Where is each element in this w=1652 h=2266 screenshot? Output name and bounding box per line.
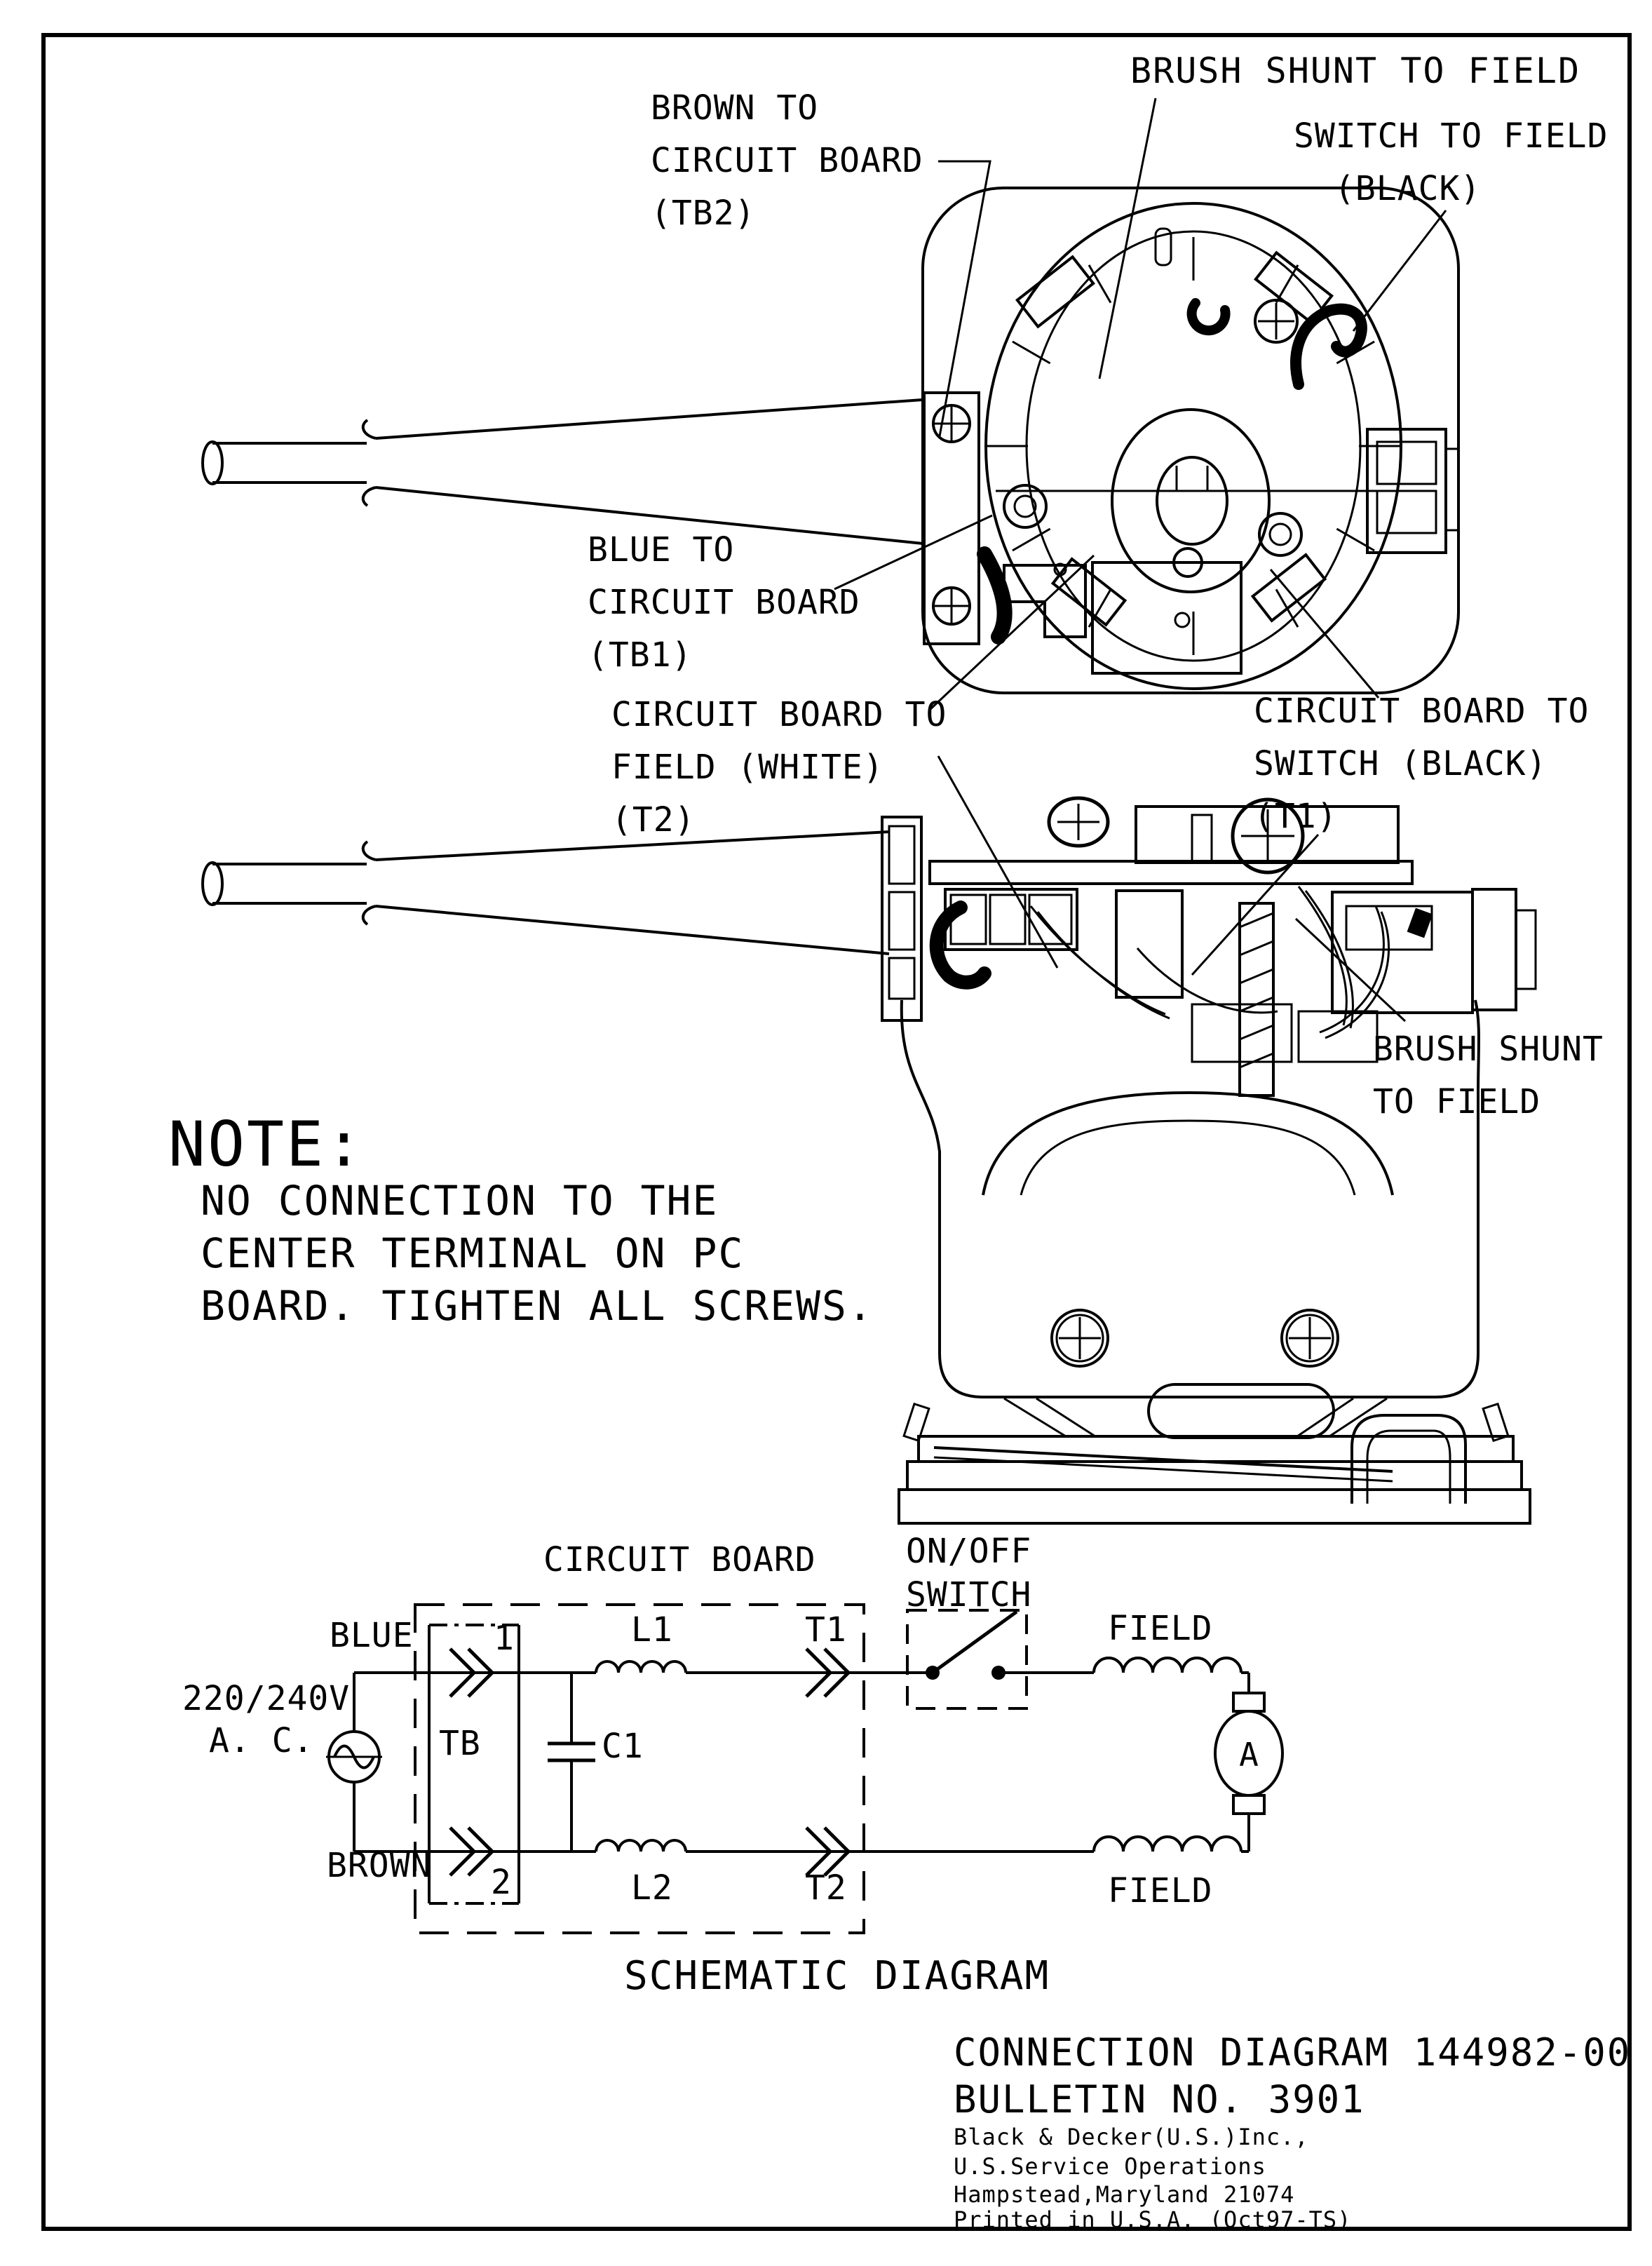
- cord-protector: [376, 400, 923, 544]
- power-cord: [212, 864, 367, 903]
- leader-brush-shunt-side: [1296, 919, 1405, 1021]
- on-off-switch-symbol: [907, 1610, 1027, 1708]
- label-switch-to-field: (BLACK): [1334, 169, 1482, 208]
- side-view-drawing: [203, 798, 1536, 1523]
- l1-label: L1: [631, 1610, 673, 1650]
- terminal-block-tb: [429, 1625, 519, 1903]
- handle-arch-outer: [983, 1093, 1393, 1195]
- brush-shunt-loop: [1192, 303, 1226, 330]
- wire-blue-label: BLUE: [330, 1616, 414, 1655]
- pc-board: [1092, 562, 1241, 673]
- label-cb-to-switch: (T1): [1254, 797, 1338, 836]
- label-cb-to-field: (T2): [611, 800, 696, 839]
- label-cb-to-field: CIRCUIT BOARD TO: [611, 695, 947, 734]
- t1-label: T1: [805, 1610, 847, 1650]
- phillips-screw: [1282, 1310, 1338, 1366]
- note-line: NO CONNECTION TO THE: [201, 1177, 719, 1225]
- l2-label: L2: [631, 1868, 673, 1908]
- tb-terminal-1: 1: [494, 1619, 515, 1658]
- label-blue-to-cb: (TB1): [588, 635, 693, 675]
- tb-label: TB: [439, 1724, 481, 1763]
- supply-voltage-label: 220/240V: [182, 1679, 351, 1718]
- sanding-base: [899, 1398, 1530, 1523]
- brush-cap-screw: [1259, 513, 1301, 555]
- tb-terminal-2: 2: [491, 1863, 512, 1902]
- t2-label: T2: [805, 1868, 847, 1908]
- leader-t2-up: [930, 555, 1094, 710]
- label-brush-shunt-side: TO FIELD: [1373, 1082, 1541, 1121]
- title-block: [954, 2030, 1631, 2233]
- cord-end-cap: [203, 863, 222, 905]
- label-brown-to-cb: CIRCUIT BOARD: [651, 141, 923, 180]
- title-division: U.S.Service Operations: [954, 2153, 1266, 2180]
- inductor-l1: [596, 1661, 686, 1673]
- armature-shaft-hatched: [1240, 903, 1273, 1095]
- field-top-label: FIELD: [1108, 1609, 1213, 1648]
- wire-brown-label: BROWN: [327, 1846, 432, 1885]
- cord-protector: [376, 832, 889, 954]
- leader-blue-tb1: [834, 515, 992, 589]
- power-cord: [212, 443, 367, 483]
- phillips-screw: [1255, 300, 1297, 342]
- inductor-l2: [596, 1840, 686, 1852]
- label-brush-shunt-top: BRUSH SHUNT TO FIELD: [1130, 50, 1581, 91]
- blue-lead-wire: [984, 554, 1005, 637]
- field-coil-top: [1094, 1658, 1241, 1673]
- title-company: Black & Decker(U.S.)Inc.,: [954, 2124, 1309, 2150]
- note-line: BOARD. TIGHTEN ALL SCREWS.: [201, 1282, 874, 1330]
- title-bulletin-no: BULLETIN NO. 3901: [954, 2077, 1365, 2122]
- post: [1192, 815, 1212, 861]
- armature-label: A: [1239, 1736, 1259, 1774]
- handle-arch-inner: [1021, 1121, 1355, 1195]
- field-coil-bottom: [1094, 1837, 1241, 1852]
- phillips-screw: [1052, 1310, 1108, 1366]
- title-address: Hampstead,Maryland 21074: [954, 2181, 1295, 2208]
- label-blue-to-cb: CIRCUIT BOARD: [588, 583, 860, 622]
- brush-shunt-mark: [1407, 908, 1433, 938]
- label-cb-to-switch: CIRCUIT BOARD TO: [1254, 692, 1590, 731]
- cord-clamp-bracket: [882, 817, 921, 1020]
- circuit-wires: [354, 1673, 1249, 1852]
- schematic-circuit-board-label: CIRCUIT BOARD: [543, 1540, 816, 1579]
- phillips-screw: [1049, 798, 1108, 846]
- label-switch-to-field: SWITCH TO FIELD: [1294, 116, 1609, 156]
- note-line: CENTER TERMINAL ON PC: [201, 1229, 745, 1277]
- label-cb-to-switch: SWITCH (BLACK): [1254, 744, 1548, 783]
- annotations: [168, 50, 1631, 2233]
- phillips-screw: [933, 588, 970, 624]
- armature-end-plate: [1112, 410, 1269, 592]
- schematic-title: SCHEMATIC DIAGRAM: [624, 1953, 1050, 1999]
- label-cb-to-field: FIELD (WHITE): [611, 748, 884, 787]
- supply-ac-label: A. C.: [209, 1721, 314, 1760]
- switch-terminal-block: [1367, 429, 1458, 553]
- label-blue-to-cb: BLUE TO: [588, 530, 735, 569]
- paper-clamp-lever-inner: [1367, 1431, 1450, 1504]
- cord-end-cap: [203, 442, 222, 484]
- note-title: NOTE:: [168, 1108, 365, 1180]
- boot-hooks: [363, 420, 376, 506]
- shaft-keyhole: [1157, 457, 1227, 544]
- title-connection-diagram: CONNECTION DIAGRAM 144982-00: [954, 2030, 1632, 2075]
- boot-hooks: [363, 842, 376, 924]
- label-brown-to-cb: BROWN TO: [651, 88, 819, 128]
- lead-wires: [1031, 886, 1389, 1038]
- capacitor-c1: [548, 1673, 595, 1852]
- leader-brush-shunt: [1099, 98, 1156, 379]
- field-mounting-bar: [930, 861, 1412, 884]
- label-brush-shunt-side: BRUSH SHUNT: [1373, 1030, 1604, 1069]
- label-brown-to-cb: (TB2): [651, 194, 756, 233]
- schematic-switch-label: ON/OFF: [906, 1532, 1032, 1571]
- schematic-switch-label: SWITCH: [906, 1575, 1032, 1614]
- leader-brown-tb2: [938, 161, 990, 436]
- title-printed: Printed in U.S.A. (Oct97-TS): [954, 2206, 1352, 2233]
- keyhole-notch: [1177, 466, 1207, 491]
- phillips-screw: [933, 405, 970, 442]
- pc-board-hole: [1175, 613, 1189, 627]
- c1-label: C1: [602, 1727, 644, 1766]
- field-bottom-label: FIELD: [1108, 1871, 1213, 1910]
- leader-switch-black: [1353, 210, 1446, 331]
